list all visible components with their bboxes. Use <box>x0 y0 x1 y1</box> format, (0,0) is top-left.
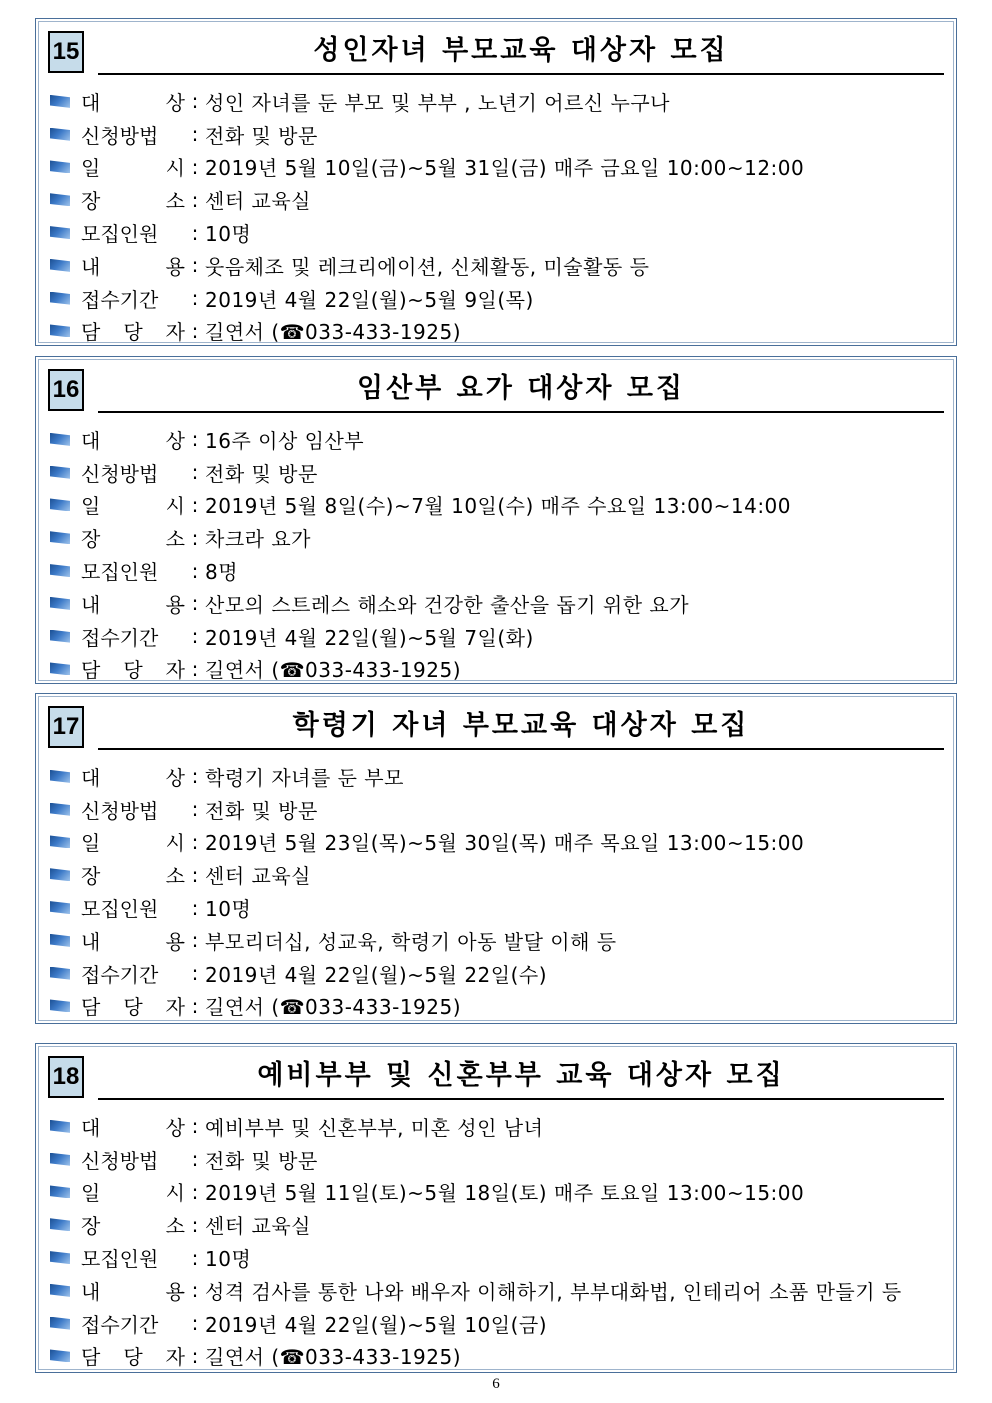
info-value: 2019년 5월 8일(수)~7월 10일(수) 매주 수요일 13:00~14:00 <box>205 494 792 519</box>
info-label-part: 모집인원 <box>81 897 159 922</box>
info-label <box>81 523 185 552</box>
info-row <box>50 1143 952 1176</box>
label-separator: : <box>191 1245 199 1270</box>
info-row <box>50 554 952 587</box>
label-separator: : <box>191 318 199 343</box>
info-label-part: 시 <box>165 156 185 181</box>
info-value: 10명 <box>205 222 252 247</box>
page-number: 6 <box>492 1376 500 1392</box>
label-separator: : <box>191 187 199 212</box>
flag-bullet-icon <box>50 835 70 848</box>
info-label-part: 일 <box>81 156 101 181</box>
info-value: 센터 교육실 <box>205 189 311 214</box>
info-row <box>50 1208 952 1241</box>
info-label <box>81 959 185 988</box>
info-value: 성격 검사를 통한 나와 배우자 이해하기, 부부대화법, 인테리어 소품 만들기 등 <box>205 1279 902 1304</box>
info-value: 길연서 (☎033-433-1925) <box>205 658 462 683</box>
info-label-part: 내 <box>81 929 101 954</box>
info-label-part: 용 <box>165 254 185 279</box>
section-title: 임산부 요가 대상자 모집 <box>98 367 944 413</box>
flag-bullet-icon <box>50 531 70 544</box>
program-section <box>35 18 957 346</box>
info-value: 길연서 (☎033-433-1925) <box>205 1345 462 1370</box>
info-label-part: 용 <box>165 592 185 617</box>
info-label-part: 상 <box>165 1115 185 1140</box>
info-label-part: 용 <box>165 1279 185 1304</box>
program-section <box>35 356 957 684</box>
info-label <box>81 1309 185 1338</box>
info-label-part: 장 <box>81 189 101 214</box>
info-row <box>50 118 952 151</box>
info-label <box>81 654 185 683</box>
info-label <box>81 893 185 922</box>
label-separator: : <box>191 89 199 114</box>
info-label-part: 일 <box>81 831 101 856</box>
info-label <box>81 1210 185 1239</box>
info-label <box>81 1341 185 1370</box>
flag-bullet-icon <box>50 770 70 783</box>
info-label <box>81 795 185 824</box>
info-value: 전화 및 방문 <box>205 123 318 148</box>
info-value: 전화 및 방문 <box>205 798 318 823</box>
info-label-part: 내 <box>81 592 101 617</box>
info-list <box>50 760 952 1022</box>
flag-bullet-icon <box>50 1349 70 1362</box>
info-row <box>50 216 952 249</box>
label-separator: : <box>191 764 199 789</box>
flag-bullet-icon <box>50 1218 70 1231</box>
label-separator: : <box>191 1114 199 1139</box>
info-label-part: 당 <box>123 1345 143 1370</box>
info-label <box>81 316 185 345</box>
label-separator: : <box>191 122 199 147</box>
info-label-part: 소 <box>165 527 185 552</box>
label-separator: : <box>191 492 199 517</box>
flag-bullet-icon <box>50 803 70 816</box>
label-separator: : <box>191 1147 199 1172</box>
info-label <box>81 1276 185 1305</box>
info-value: 8명 <box>205 560 239 585</box>
info-row <box>50 1307 952 1340</box>
flag-bullet-icon <box>50 564 70 577</box>
info-value: 전화 및 방문 <box>205 1148 318 1173</box>
info-label-part: 담 <box>81 995 101 1020</box>
info-row <box>50 587 952 620</box>
info-value: 2019년 5월 23일(목)~5월 30일(목) 매주 목요일 13:00~15:00 <box>205 831 805 856</box>
info-label <box>81 860 185 889</box>
info-label <box>81 284 185 313</box>
flag-bullet-icon <box>50 999 70 1012</box>
info-row <box>50 249 952 282</box>
info-row <box>50 521 952 554</box>
info-row <box>50 1274 952 1307</box>
info-label-part: 접수기간 <box>81 962 159 987</box>
info-row <box>50 183 952 216</box>
label-separator: : <box>191 253 199 278</box>
label-separator: : <box>191 558 199 583</box>
flag-bullet-icon <box>50 597 70 610</box>
info-row <box>50 924 952 957</box>
label-separator: : <box>191 525 199 550</box>
info-label <box>81 185 185 214</box>
label-separator: : <box>191 1212 199 1237</box>
info-label-part: 자 <box>165 1345 185 1370</box>
flag-bullet-icon <box>50 868 70 881</box>
info-row <box>50 957 952 990</box>
info-label <box>81 458 185 487</box>
flag-bullet-icon <box>50 1284 70 1297</box>
info-value: 산모의 스트레스 해소와 건강한 출산을 돕기 위한 요가 <box>205 592 690 617</box>
info-value: 전화 및 방문 <box>205 461 318 486</box>
info-label-part: 담 <box>81 658 101 683</box>
info-label-part: 시 <box>165 831 185 856</box>
label-separator: : <box>191 797 199 822</box>
flag-bullet-icon <box>50 324 70 337</box>
info-value: 학령기 자녀를 둔 부모 <box>205 765 404 790</box>
info-row <box>50 653 952 686</box>
flag-bullet-icon <box>50 1317 70 1330</box>
info-label-part: 당 <box>123 995 143 1020</box>
label-separator: : <box>191 220 199 245</box>
info-label-part: 소 <box>165 1214 185 1239</box>
label-separator: : <box>191 829 199 854</box>
flag-bullet-icon <box>50 498 70 511</box>
info-label-part: 담 <box>81 320 101 345</box>
info-label-part: 시 <box>165 1181 185 1206</box>
flag-bullet-icon <box>50 901 70 914</box>
info-value: 부모리더십, 성교육, 학령기 아동 발달 이해 등 <box>205 929 617 954</box>
info-label-part: 상 <box>165 765 185 790</box>
flag-bullet-icon <box>50 193 70 206</box>
info-label-part: 내 <box>81 254 101 279</box>
info-label <box>81 87 185 116</box>
info-label <box>81 1112 185 1141</box>
info-label-part: 자 <box>165 320 185 345</box>
info-label-part: 자 <box>165 658 185 683</box>
info-label-part: 시 <box>165 494 185 519</box>
program-section <box>35 1043 957 1373</box>
info-value: 센터 교육실 <box>205 1214 311 1239</box>
info-label-part: 상 <box>165 428 185 453</box>
info-label-part: 소 <box>165 864 185 889</box>
label-separator: : <box>191 1311 199 1336</box>
info-label-part: 용 <box>165 929 185 954</box>
flag-bullet-icon <box>50 662 70 675</box>
flag-bullet-icon <box>50 934 70 947</box>
flag-bullet-icon <box>50 433 70 446</box>
flag-bullet-icon <box>50 95 70 108</box>
flag-bullet-icon <box>50 259 70 272</box>
label-separator: : <box>191 624 199 649</box>
info-value: 2019년 4월 22일(월)~5월 7일(화) <box>205 625 534 650</box>
info-label <box>81 589 185 618</box>
info-label <box>81 556 185 585</box>
program-section <box>35 693 957 1024</box>
info-row <box>50 151 952 184</box>
info-label-part: 모집인원 <box>81 560 159 585</box>
info-label <box>81 425 185 454</box>
flag-bullet-icon <box>50 630 70 643</box>
label-separator: : <box>191 656 199 681</box>
info-label <box>81 762 185 791</box>
info-label <box>81 1243 185 1272</box>
flag-bullet-icon <box>50 160 70 173</box>
info-label <box>81 490 185 519</box>
info-label <box>81 1177 185 1206</box>
label-separator: : <box>191 1179 199 1204</box>
info-list <box>50 1110 952 1372</box>
info-label-part: 대 <box>81 428 101 453</box>
info-label-part: 신청방법 <box>81 123 159 148</box>
section-title: 성인자녀 부모교육 대상자 모집 <box>98 29 944 75</box>
info-value: 웃음체조 및 레크리에이션, 신체활동, 미술활동 등 <box>205 254 650 279</box>
label-separator: : <box>191 928 199 953</box>
label-separator: : <box>191 591 199 616</box>
info-row <box>50 826 952 859</box>
info-label <box>81 251 185 280</box>
info-label-part: 담 <box>81 1345 101 1370</box>
info-value: 10명 <box>205 1247 252 1272</box>
info-label-part: 장 <box>81 864 101 889</box>
info-label-part: 접수기간 <box>81 1312 159 1337</box>
label-separator: : <box>191 427 199 452</box>
info-label-part: 신청방법 <box>81 1148 159 1173</box>
info-label-part: 내 <box>81 1279 101 1304</box>
label-separator: : <box>191 895 199 920</box>
info-label <box>81 926 185 955</box>
info-label-part: 자 <box>165 995 185 1020</box>
info-label <box>81 120 185 149</box>
info-value: 2019년 5월 10일(금)~5월 31일(금) 매주 금요일 10:00~12:00 <box>205 156 805 181</box>
info-row <box>50 620 952 653</box>
info-row <box>50 990 952 1023</box>
info-label-part: 신청방법 <box>81 461 159 486</box>
info-label-part: 일 <box>81 1181 101 1206</box>
info-label-part: 대 <box>81 90 101 115</box>
info-value: 16주 이상 임산부 <box>205 428 365 453</box>
flag-bullet-icon <box>50 1251 70 1264</box>
label-separator: : <box>191 154 199 179</box>
flag-bullet-icon <box>50 128 70 141</box>
info-row <box>50 858 952 891</box>
info-value: 예비부부 및 신혼부부, 미혼 성인 남녀 <box>205 1115 544 1140</box>
info-label-part: 당 <box>123 658 143 683</box>
info-row <box>50 760 952 793</box>
info-label-part: 소 <box>165 189 185 214</box>
flag-bullet-icon <box>50 466 70 479</box>
info-label-part: 대 <box>81 765 101 790</box>
flag-bullet-icon <box>50 967 70 980</box>
label-separator: : <box>191 460 199 485</box>
info-value: 성인 자녀를 둔 부모 및 부부 , 노년기 어르신 누구나 <box>205 90 670 115</box>
label-separator: : <box>191 993 199 1018</box>
flag-bullet-icon <box>50 1185 70 1198</box>
section-title: 학령기 자녀 부모교육 대상자 모집 <box>98 704 944 750</box>
flag-bullet-icon <box>50 1153 70 1166</box>
info-value: 길연서 (☎033-433-1925) <box>205 995 462 1020</box>
info-label <box>81 1145 185 1174</box>
info-label-part: 당 <box>123 320 143 345</box>
info-list <box>50 423 952 685</box>
flag-bullet-icon <box>50 292 70 305</box>
info-value: 2019년 4월 22일(월)~5월 9일(목) <box>205 287 534 312</box>
info-label-part: 접수기간 <box>81 287 159 312</box>
section-title: 예비부부 및 신혼부부 교육 대상자 모집 <box>98 1054 944 1100</box>
info-value: 차크라 요가 <box>205 527 311 552</box>
info-label <box>81 827 185 856</box>
info-list <box>50 85 952 347</box>
info-row <box>50 456 952 489</box>
flag-bullet-icon <box>50 1120 70 1133</box>
info-label <box>81 152 185 181</box>
section-number: 15 <box>48 31 84 73</box>
info-value: 센터 교육실 <box>205 864 311 889</box>
info-label-part: 모집인원 <box>81 222 159 247</box>
info-value: 2019년 5월 11일(토)~5월 18일(토) 매주 토요일 13:00~15:00 <box>205 1181 805 1206</box>
info-label <box>81 991 185 1020</box>
info-value: 길연서 (☎033-433-1925) <box>205 320 462 345</box>
label-separator: : <box>191 961 199 986</box>
info-row <box>50 489 952 522</box>
info-row <box>50 1110 952 1143</box>
info-row <box>50 85 952 118</box>
info-row <box>50 1176 952 1209</box>
info-label <box>81 622 185 651</box>
flag-bullet-icon <box>50 226 70 239</box>
info-label-part: 대 <box>81 1115 101 1140</box>
info-label-part: 신청방법 <box>81 798 159 823</box>
label-separator: : <box>191 1278 199 1303</box>
info-label-part: 상 <box>165 90 185 115</box>
info-label-part: 일 <box>81 494 101 519</box>
info-row <box>50 1241 952 1274</box>
info-value: 2019년 4월 22일(월)~5월 10일(금) <box>205 1312 548 1337</box>
label-separator: : <box>191 862 199 887</box>
info-row <box>50 891 952 924</box>
info-label <box>81 218 185 247</box>
info-value: 10명 <box>205 897 252 922</box>
info-row <box>50 793 952 826</box>
info-label-part: 모집인원 <box>81 1247 159 1272</box>
info-label-part: 장 <box>81 1214 101 1239</box>
info-label-part: 장 <box>81 527 101 552</box>
info-row <box>50 315 952 348</box>
section-number: 17 <box>48 706 84 748</box>
section-number: 16 <box>48 369 84 411</box>
label-separator: : <box>191 1343 199 1368</box>
section-number: 18 <box>48 1056 84 1098</box>
info-row <box>50 1340 952 1373</box>
info-value: 2019년 4월 22일(월)~5월 22일(수) <box>205 962 548 987</box>
info-row <box>50 282 952 315</box>
info-label-part: 접수기간 <box>81 625 159 650</box>
label-separator: : <box>191 286 199 311</box>
info-row <box>50 423 952 456</box>
